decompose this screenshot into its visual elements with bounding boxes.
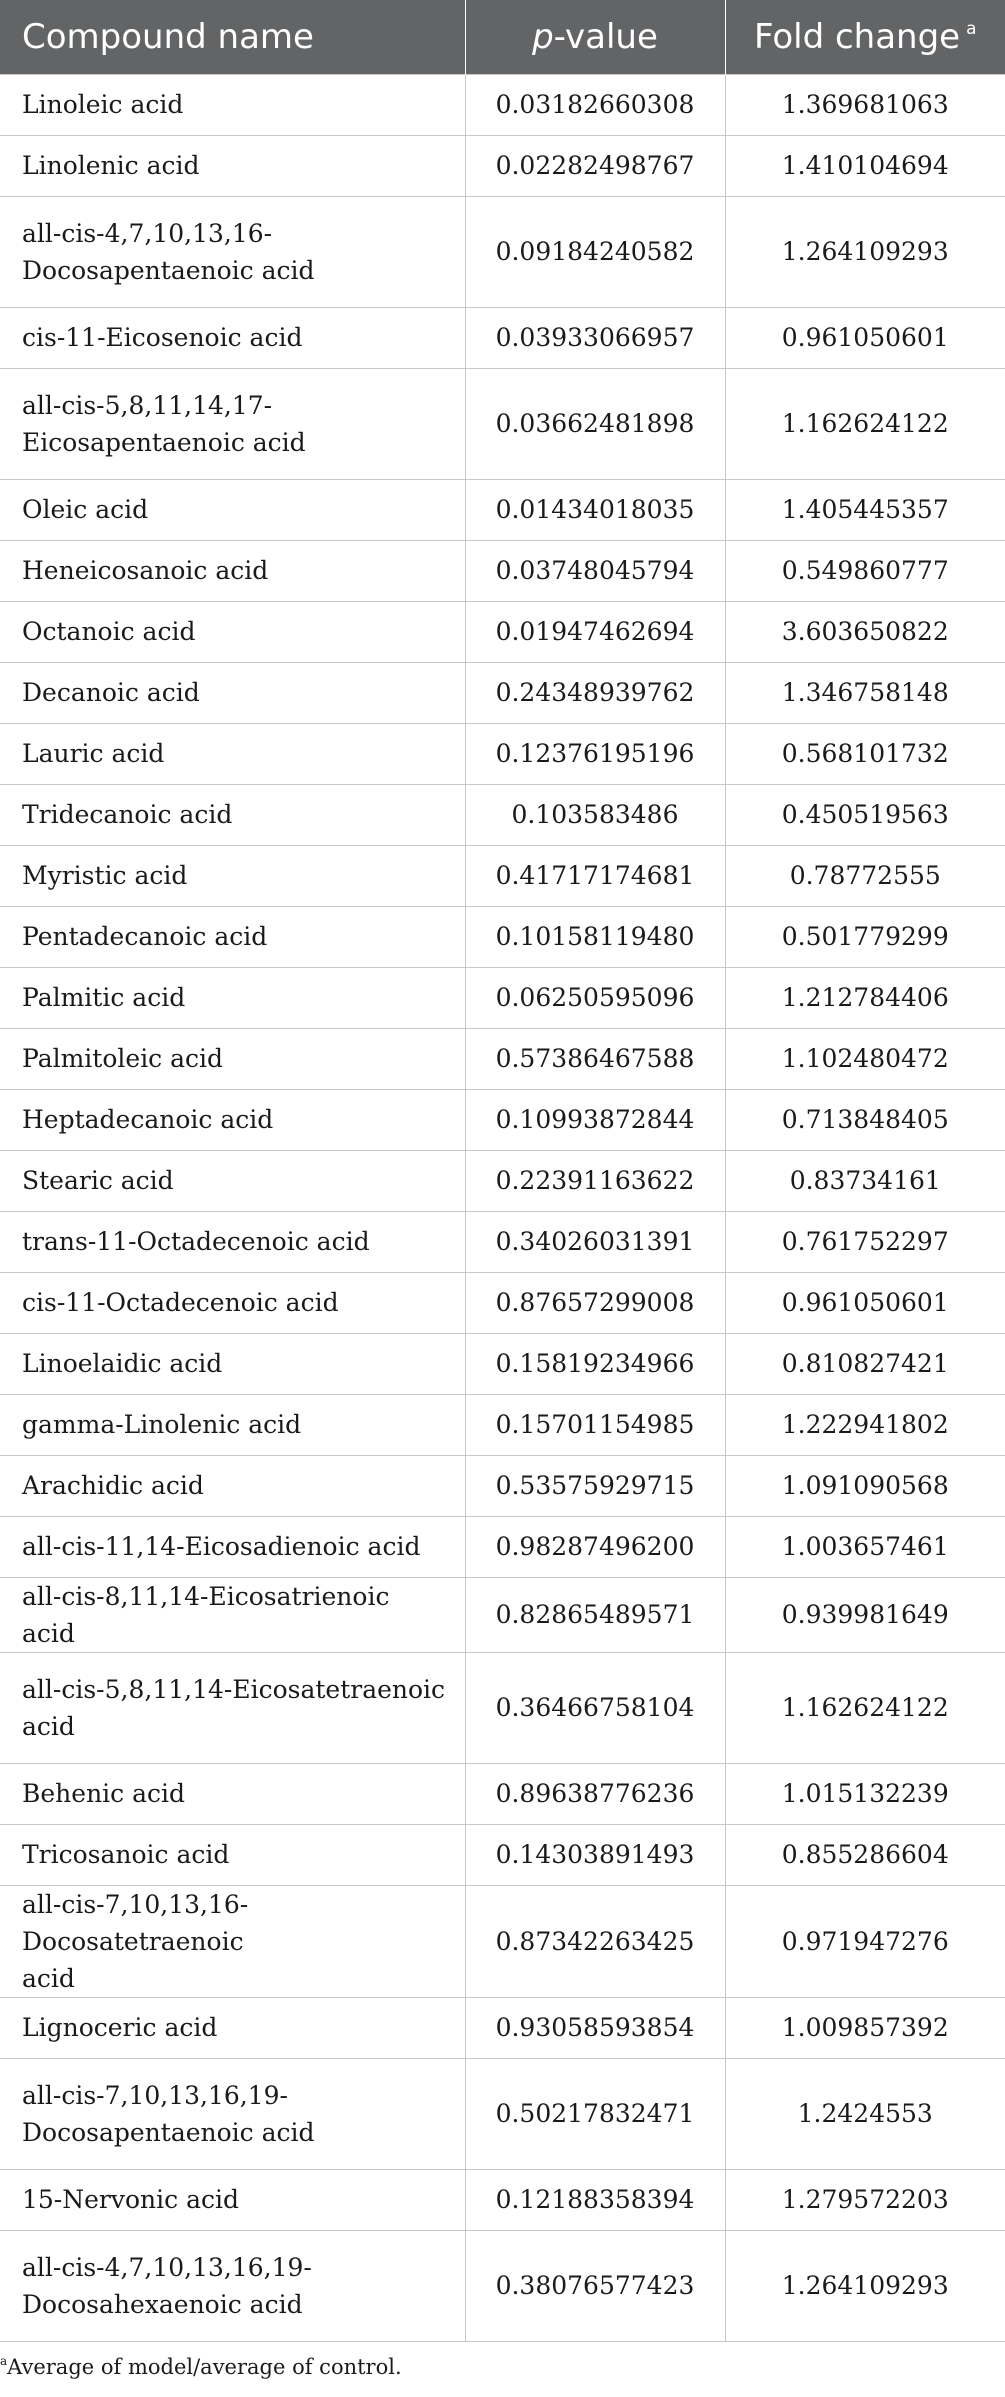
- fold-change-cell: 0.761752297: [725, 1211, 1005, 1272]
- table-row: [0, 2230, 1005, 2341]
- table-row: [0, 1763, 1005, 1824]
- p-value-cell: 0.22391163622: [465, 1150, 725, 1211]
- table-row: [0, 74, 1005, 135]
- table-row: [0, 1150, 1005, 1211]
- table-row: [0, 540, 1005, 601]
- compound-name-cell: Octanoic acid: [0, 601, 465, 662]
- compound-name-cell: Linoelaidic acid: [0, 1333, 465, 1394]
- table-row: [0, 1516, 1005, 1577]
- fold-change-cell: 0.83734161: [725, 1150, 1005, 1211]
- fold-change-cell: 1.405445357: [725, 479, 1005, 540]
- table-row: [0, 1028, 1005, 1089]
- footnote-marker: a: [0, 2354, 8, 2368]
- fold-change-cell: 0.501779299: [725, 906, 1005, 967]
- compound-name-cell: Linolenic acid: [0, 135, 465, 196]
- p-value-cell: 0.12188358394: [465, 2169, 725, 2230]
- compound-name-cell: 15-Nervonic acid: [0, 2169, 465, 2230]
- p-value-cell: 0.03662481898: [465, 368, 725, 479]
- table-row: [0, 967, 1005, 1028]
- compound-name-cell: all-cis-11,14-Eicosadienoic acid: [0, 1516, 465, 1577]
- p-value-cell: 0.24348939762: [465, 662, 725, 723]
- compound-name-cell: Tricosanoic acid: [0, 1824, 465, 1885]
- fold-change-cell: 1.264109293: [725, 2230, 1005, 2341]
- compound-name-cell: Decanoic acid: [0, 662, 465, 723]
- compound-name-cell: Stearic acid: [0, 1150, 465, 1211]
- fold-change-cell: 3.603650822: [725, 601, 1005, 662]
- fold-change-cell: 1.222941802: [725, 1394, 1005, 1455]
- p-value-cell: 0.41717174681: [465, 845, 725, 906]
- fold-change-cell: 1.003657461: [725, 1516, 1005, 1577]
- table-header-row: [0, 0, 1005, 74]
- table-row: [0, 479, 1005, 540]
- p-value-cell: 0.15701154985: [465, 1394, 725, 1455]
- compound-name-cell: all-cis-5,8,11,14,17- Eicosapentaenoic acid: [0, 368, 465, 479]
- header-compound-name: Compound name: [0, 0, 465, 74]
- table-row: [0, 1824, 1005, 1885]
- table-row: [0, 1577, 1005, 1652]
- fold-change-cell: 0.713848405: [725, 1089, 1005, 1150]
- fold-change-cell: 1.015132239: [725, 1763, 1005, 1824]
- compound-name-cell: all-cis-7,10,13,16-Docosatetraenoic acid: [0, 1885, 465, 1997]
- table-row: [0, 2169, 1005, 2230]
- fold-change-cell: 1.162624122: [725, 1652, 1005, 1763]
- fold-change-cell: 1.009857392: [725, 1997, 1005, 2058]
- compound-name-cell: cis-11-Eicosenoic acid: [0, 307, 465, 368]
- compound-name-cell: Tridecanoic acid: [0, 784, 465, 845]
- compound-name-cell: Lauric acid: [0, 723, 465, 784]
- fold-change-cell: 0.939981649: [725, 1577, 1005, 1652]
- table-row: [0, 2058, 1005, 2169]
- compound-name-cell: Heneicosanoic acid: [0, 540, 465, 601]
- fold-change-cell: 0.810827421: [725, 1333, 1005, 1394]
- table-row: [0, 307, 1005, 368]
- p-value-cell: 0.103583486: [465, 784, 725, 845]
- fold-change-cell: 0.450519563: [725, 784, 1005, 845]
- fold-change-cell: 1.279572203: [725, 2169, 1005, 2230]
- fold-change-cell: 0.855286604: [725, 1824, 1005, 1885]
- header-fold-label: Fold change: [753, 16, 961, 57]
- compound-name-cell: all-cis-7,10,13,16,19- Docosapentaenoic acid: [0, 2058, 465, 2169]
- table-row: [0, 1089, 1005, 1150]
- compound-name-cell: Palmitic acid: [0, 967, 465, 1028]
- p-value-cell: 0.14303891493: [465, 1824, 725, 1885]
- p-value-cell: 0.57386467588: [465, 1028, 725, 1089]
- table-row: [0, 601, 1005, 662]
- fold-change-cell: 0.961050601: [725, 1272, 1005, 1333]
- fold-change-cell: 1.410104694: [725, 135, 1005, 196]
- compound-name-cell: Oleic acid: [0, 479, 465, 540]
- compound-name-cell: Palmitoleic acid: [0, 1028, 465, 1089]
- p-value-cell: 0.53575929715: [465, 1455, 725, 1516]
- p-value-cell: 0.89638776236: [465, 1763, 725, 1824]
- fold-change-cell: 1.102480472: [725, 1028, 1005, 1089]
- p-value-cell: 0.87657299008: [465, 1272, 725, 1333]
- table-row: [0, 906, 1005, 967]
- p-value-cell: 0.87342263425: [465, 1885, 725, 1997]
- compound-name-cell: all-cis-4,7,10,13,16,19- Docosahexaenoic acid: [0, 2230, 465, 2341]
- p-value-cell: 0.03748045794: [465, 540, 725, 601]
- table-row: [0, 1997, 1005, 2058]
- p-value-cell: 0.93058593854: [465, 1997, 725, 2058]
- fold-change-cell: 0.549860777: [725, 540, 1005, 601]
- compound-name-cell: Linoleic acid: [0, 74, 465, 135]
- table-row: [0, 1211, 1005, 1272]
- table-row: [0, 1455, 1005, 1516]
- p-value-cell: 0.15819234966: [465, 1333, 725, 1394]
- table-row: [0, 1272, 1005, 1333]
- p-value-cell: 0.02282498767: [465, 135, 725, 196]
- header-fold-marker: a: [966, 18, 977, 39]
- fold-change-cell: 1.2424553: [725, 2058, 1005, 2169]
- p-value-cell: 0.03933066957: [465, 307, 725, 368]
- table-row: [0, 784, 1005, 845]
- fold-change-cell: 0.568101732: [725, 723, 1005, 784]
- compound-name-cell: Myristic acid: [0, 845, 465, 906]
- fold-change-cell: 0.78772555: [725, 845, 1005, 906]
- header-p-rest: -value: [553, 16, 658, 57]
- compound-name-cell: gamma-Linolenic acid: [0, 1394, 465, 1455]
- table-row: [0, 1652, 1005, 1763]
- fold-change-cell: 1.091090568: [725, 1455, 1005, 1516]
- p-value-cell: 0.03182660308: [465, 74, 725, 135]
- fold-change-cell: 1.369681063: [725, 74, 1005, 135]
- p-value-cell: 0.10158119480: [465, 906, 725, 967]
- fold-change-cell: 0.971947276: [725, 1885, 1005, 1997]
- p-value-cell: 0.10993872844: [465, 1089, 725, 1150]
- table-row: [0, 662, 1005, 723]
- table-footnote: [0, 2354, 402, 2379]
- compound-name-cell: all-cis-8,11,14-Eicosatrienoic acid: [0, 1577, 465, 1652]
- fold-change-cell: 1.264109293: [725, 196, 1005, 307]
- table-row: [0, 135, 1005, 196]
- p-value-cell: 0.01434018035: [465, 479, 725, 540]
- table-row: [0, 723, 1005, 784]
- compound-name-cell: all-cis-4,7,10,13,16- Docosapentaenoic acid: [0, 196, 465, 307]
- table-row: [0, 196, 1005, 307]
- header-fold-change: [725, 0, 1005, 74]
- table-row: [0, 1885, 1005, 1997]
- compound-name-cell: Arachidic acid: [0, 1455, 465, 1516]
- p-value-cell: 0.01947462694: [465, 601, 725, 662]
- footnote-text: Average of model/average of control.: [7, 2355, 402, 2379]
- p-value-cell: 0.36466758104: [465, 1652, 725, 1763]
- compound-name-cell: cis-11-Octadecenoic acid: [0, 1272, 465, 1333]
- p-value-cell: 0.82865489571: [465, 1577, 725, 1652]
- compound-name-cell: Pentadecanoic acid: [0, 906, 465, 967]
- fold-change-cell: 1.162624122: [725, 368, 1005, 479]
- fold-change-cell: 1.346758148: [725, 662, 1005, 723]
- header-p-value: [465, 0, 725, 74]
- compound-name-cell: Behenic acid: [0, 1763, 465, 1824]
- header-p-italic: p: [532, 16, 554, 57]
- compound-name-cell: trans-11-Octadecenoic acid: [0, 1211, 465, 1272]
- table-row: [0, 368, 1005, 479]
- p-value-cell: 0.50217832471: [465, 2058, 725, 2169]
- p-value-cell: 0.09184240582: [465, 196, 725, 307]
- compound-name-cell: all-cis-5,8,11,14-Eicosatetraenoic acid: [0, 1652, 465, 1763]
- compound-name-cell: Heptadecanoic acid: [0, 1089, 465, 1150]
- p-value-cell: 0.34026031391: [465, 1211, 725, 1272]
- p-value-cell: 0.12376195196: [465, 723, 725, 784]
- table-row: [0, 1394, 1005, 1455]
- fold-change-cell: 0.961050601: [725, 307, 1005, 368]
- table-row: [0, 845, 1005, 906]
- fold-change-cell: 1.212784406: [725, 967, 1005, 1028]
- compound-name-cell: Lignoceric acid: [0, 1997, 465, 2058]
- p-value-cell: 0.06250595096: [465, 967, 725, 1028]
- p-value-cell: 0.38076577423: [465, 2230, 725, 2341]
- table-row: [0, 1333, 1005, 1394]
- p-value-cell: 0.98287496200: [465, 1516, 725, 1577]
